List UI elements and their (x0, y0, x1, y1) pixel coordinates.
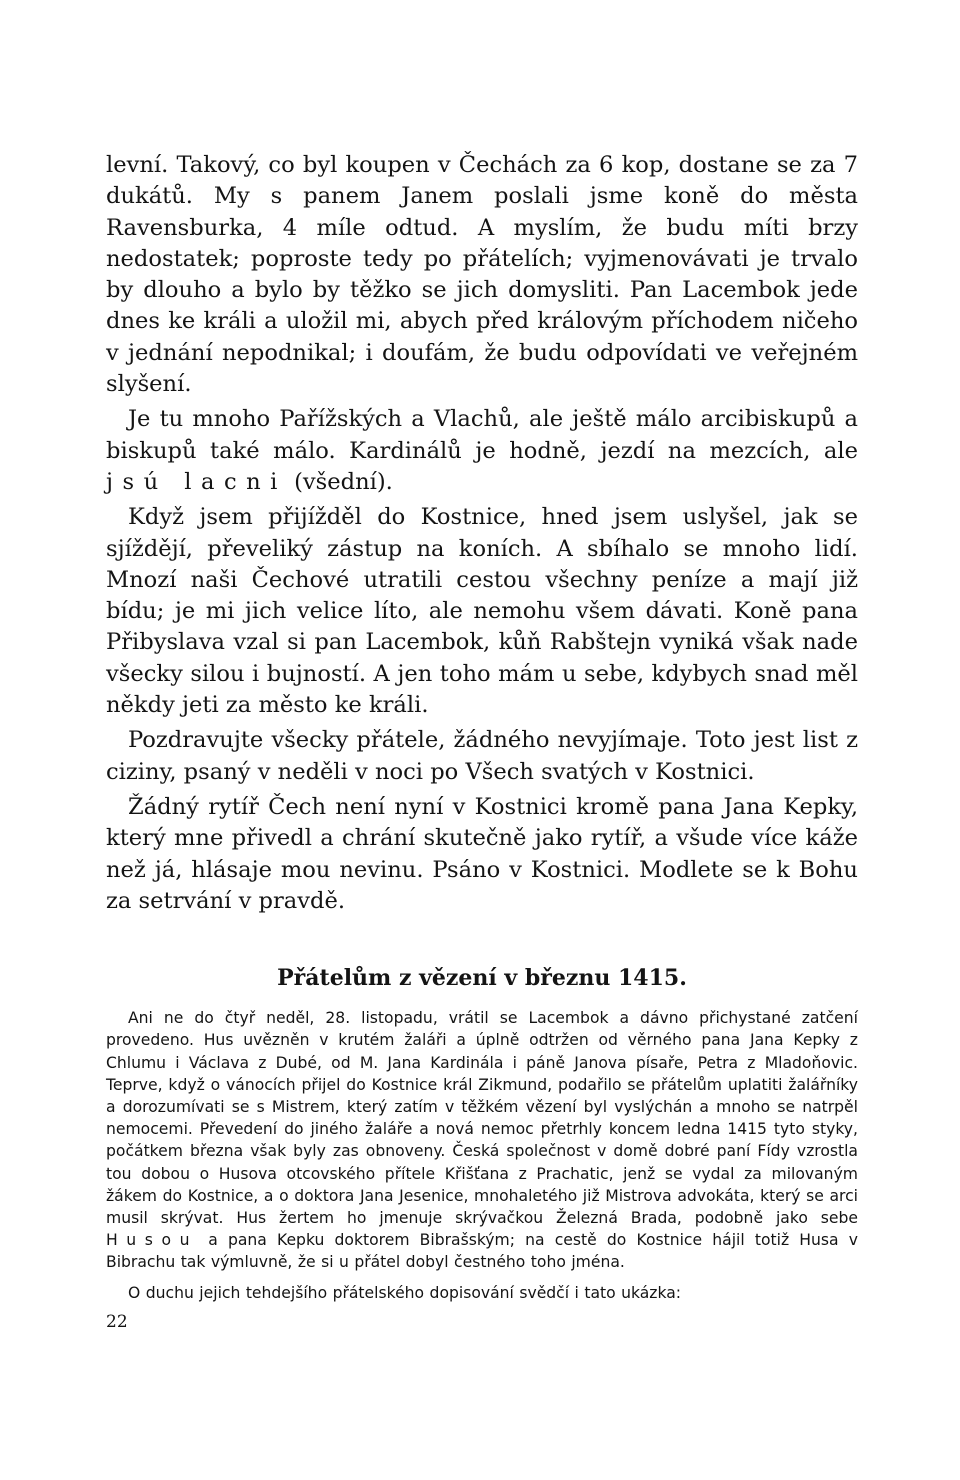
note-paragraph-2: O duchu jejich tehdejšího přátelského dopisování svědčí i tato ukázka: (128, 1283, 682, 1302)
paragraph-2 (106, 404, 858, 498)
paragraph-1: levní. Takový, co byl koupen v Čechách za 6 kop, dostane se za 7 dukátů. My s panem Janem poslali jsme koně do města Ravensburka, 4 míle odtud. A myslím, že budu míti brzy nedostatek; poproste tedy po přátelích; vyjmenovávati je trvalo by dlouho a bylo by těžko se jich domysliti. Pan Lacembok jede dnes ke králi a uložil mi, abych před královým příchodem ničeho v jednání nepodnikal; i doufám, že budu odpovídati ve veřejném slyšení. (106, 152, 858, 398)
note-paragraph-1-end: a pana Kepku doktorem Bibrašským; na cestě do Kostnice hájil totiž Husa v Bibrachu tak výmluvně, že si u přátel dobyl čestného toho jména. (106, 1231, 858, 1272)
paragraph-4: Pozdravujte všecky přátele, žádného nevyjímaje. Toto jest list z ciziny, psaný v neděli v noci po Všech svatých v Kostnici. (106, 727, 858, 785)
editorial-note (106, 1007, 858, 1304)
letter-text (106, 150, 858, 917)
note-paragraph-1-start: Ani ne do čtyř neděl, 28. listopadu, vrátil se Lacembok a dávno přichystané zatčení provedeno. Hus uvězněn v krutém žaláři a úplně odtržen od věrného pana Jana Kepky z Chlumu i Václava z Dubé, od M. Jana Kardinála i páně Janova písaře, Petra z Mladoňovic. Teprve, když o vánocích přijel do Kostnice král Zikmund, podařilo se přátelům uplatiti žalářníky a dorozumívati se s Mistrem, který zatím v těžkém vězení byl vyslýchán a mnoho se natrpěl nemocemi. Převedení do jiného žaláře a nová nemoc přetrhly koncem ledna 1415 tyto styky, počátkem března však byly zas obnoveny. Česká společnost v domě dobré paní Fídy vzrostla tou dobou o Husova otcovského přítele Křišťana z Prachatic, jenž se vydal za milovaným žákem do Kostnice, a o doktora Jana Jesenice, mnohaletého již Mistrova advokáta, který se arci musil skrývat. Hus žertem ho jmenuje skrývačkou Železná Brada, podobně jako sebe (106, 1009, 858, 1227)
paragraph-2-start: Je tu mnoho Pařížských a Vlachů, ale ještě málo arcibiskupů a biskupů také málo. Kardinálů je hodně, jezdí na mezcích, ale (106, 406, 858, 464)
section-heading: Přátelům z vězení v březnu 1415. (277, 965, 687, 992)
paragraph-2-spaced-phrase: jsú lacni (106, 468, 287, 495)
note-spaced-word: Husou (106, 1231, 199, 1250)
paragraph-3: Když jsem přijížděl do Kostnice, hned jsem uslyšel, jak se sjíždějí, převeliký zástup na koních. A sbíhalo se mnoho lidí. Mnozí naši Čechové utratili cestou všechny peníze a mají již bídu; je mi jich velice líto, ale nemohu všem dávati. Koně pana Přibyslava vzal si pan Lacembok, kůň Rabštejn vyniká však nade všecky silou i bujností. A jen toho mám u sebe, kdybych snad měl někdy jeti za město ke králi. (106, 504, 858, 719)
page-number: 22 (106, 1312, 128, 1332)
note-paragraph-1 (106, 1007, 858, 1273)
book-page (106, 150, 858, 1304)
paragraph-5: Žádný rytíř Čech není nyní v Kostnici kromě pana Jana Kepky, který mne přivedl a chrání skutečně jako rytíř, a všude více káže než já, hlásaje mou nevinu. Psáno v Kostnici. Modlete se k Bohu za setrvání v pravdě. (106, 793, 858, 914)
paragraph-2-end: (všední). (286, 468, 393, 495)
